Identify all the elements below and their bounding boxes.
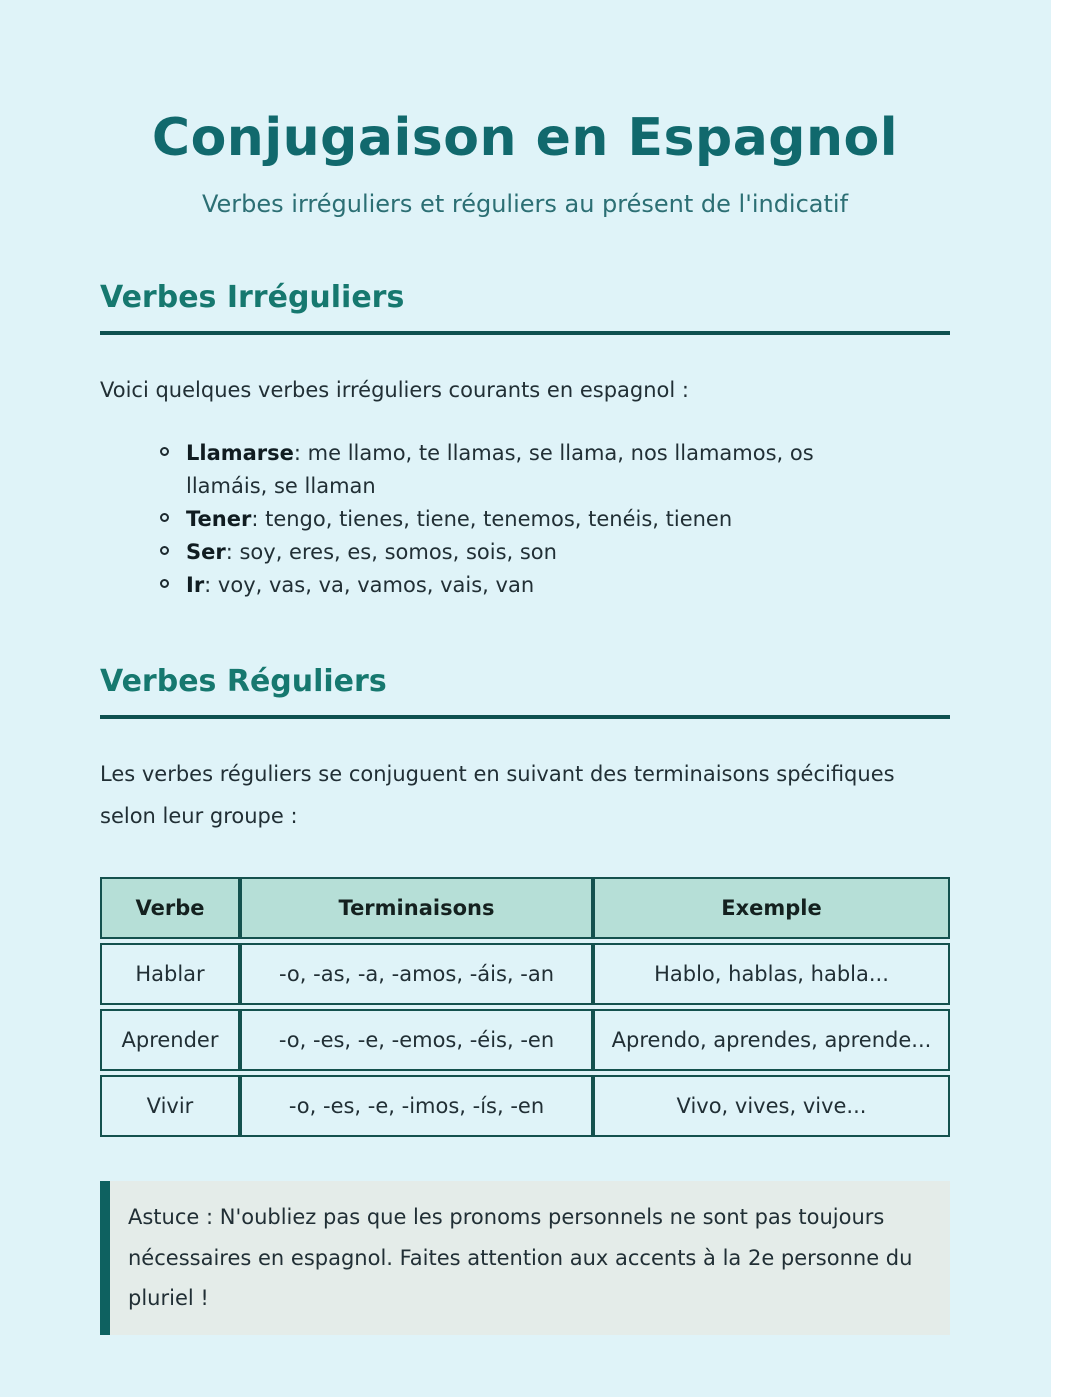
column-header-verb: Verbe — [100, 877, 240, 939]
section-rule — [100, 715, 950, 719]
circle-bullet-icon — [160, 579, 169, 588]
cell-exemple: Aprendo, aprendes, aprende... — [593, 1009, 950, 1071]
irregular-intro: Voici quelques verbes irréguliers courants en espagnol : — [100, 378, 689, 402]
table-row — [100, 1009, 950, 1071]
list-item — [160, 437, 890, 503]
page-title: Conjugaison en Espagnol — [151, 108, 899, 168]
section-heading-regular: Verbes Réguliers — [100, 664, 387, 699]
column-header-exemple: Exemple — [593, 877, 950, 939]
circle-bullet-icon — [160, 447, 169, 456]
table-row — [100, 943, 950, 1005]
cell-terminaisons: -o, -es, -e, -emos, -éis, -en — [240, 1009, 593, 1071]
content-column — [100, 108, 950, 1335]
cell-verb: Vivir — [100, 1075, 240, 1137]
list-item — [160, 569, 890, 602]
list-item — [160, 536, 890, 569]
circle-bullet-icon — [160, 513, 169, 522]
cell-exemple: Hablo, hablas, habla... — [593, 943, 950, 1005]
irregular-verb-list — [100, 437, 950, 602]
cell-exemple: Vivo, vives, vive... — [593, 1075, 950, 1137]
regular-intro: Les verbes réguliers se conjuguent en suivant des terminaisons spécifiques selon leur groupe : — [100, 762, 895, 828]
verb-forms: : voy, vas, va, vamos, vais, van — [204, 573, 535, 597]
verb-term: Llamarse — [186, 441, 294, 465]
circle-bullet-icon — [160, 546, 169, 555]
verb-term: Ser — [186, 540, 226, 564]
conjugation-table — [100, 873, 950, 1141]
list-item — [160, 503, 890, 536]
page-subtitle: Verbes irréguliers et réguliers au présent de l'indicatif — [201, 190, 849, 218]
verb-term: Tener — [186, 507, 252, 531]
tip-text: Astuce : N'oubliez pas que les pronoms personnels ne sont pas toujours nécessaires en espagnol. Faites attention aux accents à la 2e personne du pluriel ! — [128, 1205, 913, 1311]
column-header-terminaisons: Terminaisons — [240, 877, 593, 939]
verb-forms: : me llamo, te llamas, se llama, nos llamamos, os llamáis, se llaman — [186, 441, 814, 498]
cell-verb: Aprender — [100, 1009, 240, 1071]
tip-callout — [100, 1181, 950, 1335]
table-row — [100, 1075, 950, 1137]
section-rule — [100, 331, 950, 335]
verb-forms: : tengo, tienes, tiene, tenemos, tenéis, tienen — [251, 507, 733, 531]
cell-verb: Hablar — [100, 943, 240, 1005]
cell-terminaisons: -o, -es, -e, -imos, -ís, -en — [240, 1075, 593, 1137]
cell-terminaisons: -o, -as, -a, -amos, -áis, -an — [240, 943, 593, 1005]
section-heading-irregular: Verbes Irréguliers — [100, 280, 405, 315]
verb-term: Ir — [186, 573, 205, 597]
table-header-row — [100, 877, 950, 939]
verb-forms: : soy, eres, es, somos, sois, son — [225, 540, 557, 564]
